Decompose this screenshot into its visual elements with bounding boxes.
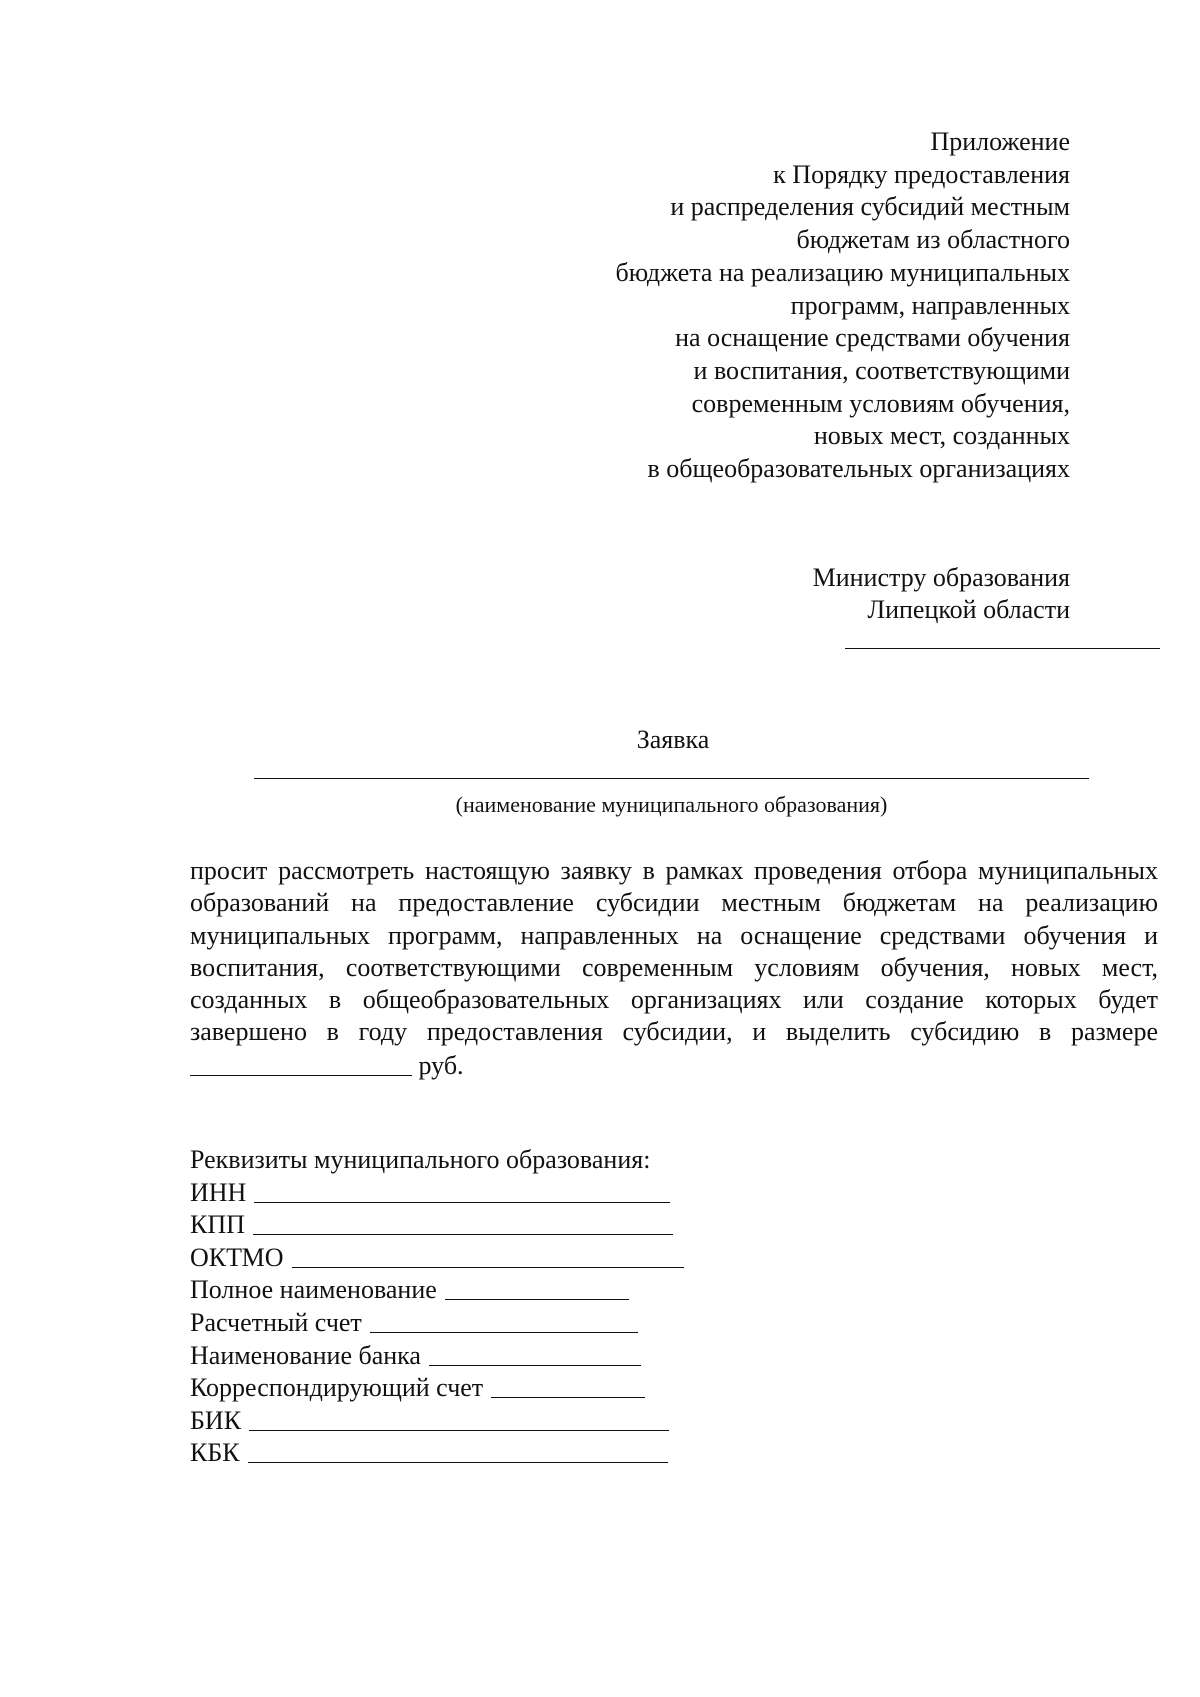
- appendix-block: [616, 126, 1070, 486]
- request-body-unit: руб.: [418, 1050, 464, 1080]
- municipality-name-line: [254, 778, 1089, 779]
- appendix-line: бюджетам из областного: [796, 225, 1070, 255]
- appendix-line: бюджета на реализацию муниципальных: [615, 257, 1070, 287]
- requisite-fill-line: [370, 1306, 638, 1333]
- requisite-row: [190, 1371, 684, 1404]
- addressee-signature-line: [845, 648, 1160, 649]
- appendix-line: на оснащение средствами обучения: [675, 323, 1070, 353]
- requisite-label: КБК: [190, 1438, 240, 1468]
- requisite-row: [190, 1273, 684, 1306]
- requisite-fill-line: [491, 1371, 645, 1398]
- requisite-label: БИК: [190, 1405, 242, 1435]
- requisites-heading: Реквизиты муниципального образования:: [190, 1145, 651, 1174]
- requisite-fill-line: [248, 1436, 668, 1463]
- requisite-label: КПП: [190, 1210, 245, 1240]
- subsidy-amount-line: [190, 1049, 412, 1076]
- appendix-line: Приложение: [930, 127, 1070, 156]
- document-title: Заявка: [636, 725, 710, 754]
- appendix-line: к Порядку предоставления: [773, 159, 1070, 189]
- addressee-block: [813, 562, 1070, 626]
- request-body: [190, 855, 1158, 1082]
- addressee-line-1: Министру образования: [812, 563, 1070, 592]
- requisite-label: Расчетный счет: [190, 1307, 362, 1337]
- requisite-fill-line: [445, 1273, 629, 1300]
- requisite-row: [190, 1436, 684, 1469]
- requisite-fill-line: [254, 1176, 670, 1203]
- requisite-fill-line: [429, 1339, 641, 1366]
- addressee-line-2: Липецкой области: [867, 595, 1070, 624]
- requisite-row: [190, 1339, 684, 1372]
- requisite-row: [190, 1176, 684, 1209]
- requisite-row: [190, 1404, 684, 1437]
- appendix-line: программ, направленных: [790, 290, 1070, 320]
- appendix-line: и воспитания, соответствующими: [693, 355, 1070, 385]
- requisite-fill-line: [249, 1404, 669, 1431]
- requisite-fill-line: [292, 1241, 684, 1268]
- requisite-row: [190, 1208, 684, 1241]
- requisite-label: Наименование банка: [190, 1340, 421, 1370]
- requisites-block: [190, 1144, 684, 1469]
- appendix-line: и распределения субсидий местным: [670, 192, 1070, 222]
- requisite-row: [190, 1306, 684, 1339]
- appendix-line: в общеобразовательных организациях: [647, 454, 1070, 484]
- requisite-label: ОКТМО: [190, 1242, 284, 1272]
- requisite-fill-line: [253, 1208, 673, 1235]
- requisite-row: [190, 1241, 684, 1274]
- municipality-name-caption: (наименование муниципального образования): [455, 792, 888, 817]
- requisite-label: Корреспондирующий счет: [190, 1373, 484, 1403]
- appendix-line: современным условиям обучения,: [691, 388, 1070, 418]
- appendix-line: новых мест, созданных: [813, 421, 1070, 451]
- requisite-label: Полное наименование: [190, 1275, 437, 1305]
- requisite-label: ИНН: [190, 1177, 247, 1207]
- request-body-text: просит рассмотреть настоящую заявку в рамках проведения отбора муниципальных образований на предоставление субсидии местным бюджетам на реализацию муниципальных программ, направленных на оснащение средствами обучения и воспитания, соответствующими современным условиям обучения, новых мест, созданных в общеобразовательных организациях или создание которых будет завершено в году предоставления субсидии, и выделить субсидию в размере: [190, 856, 1158, 1047]
